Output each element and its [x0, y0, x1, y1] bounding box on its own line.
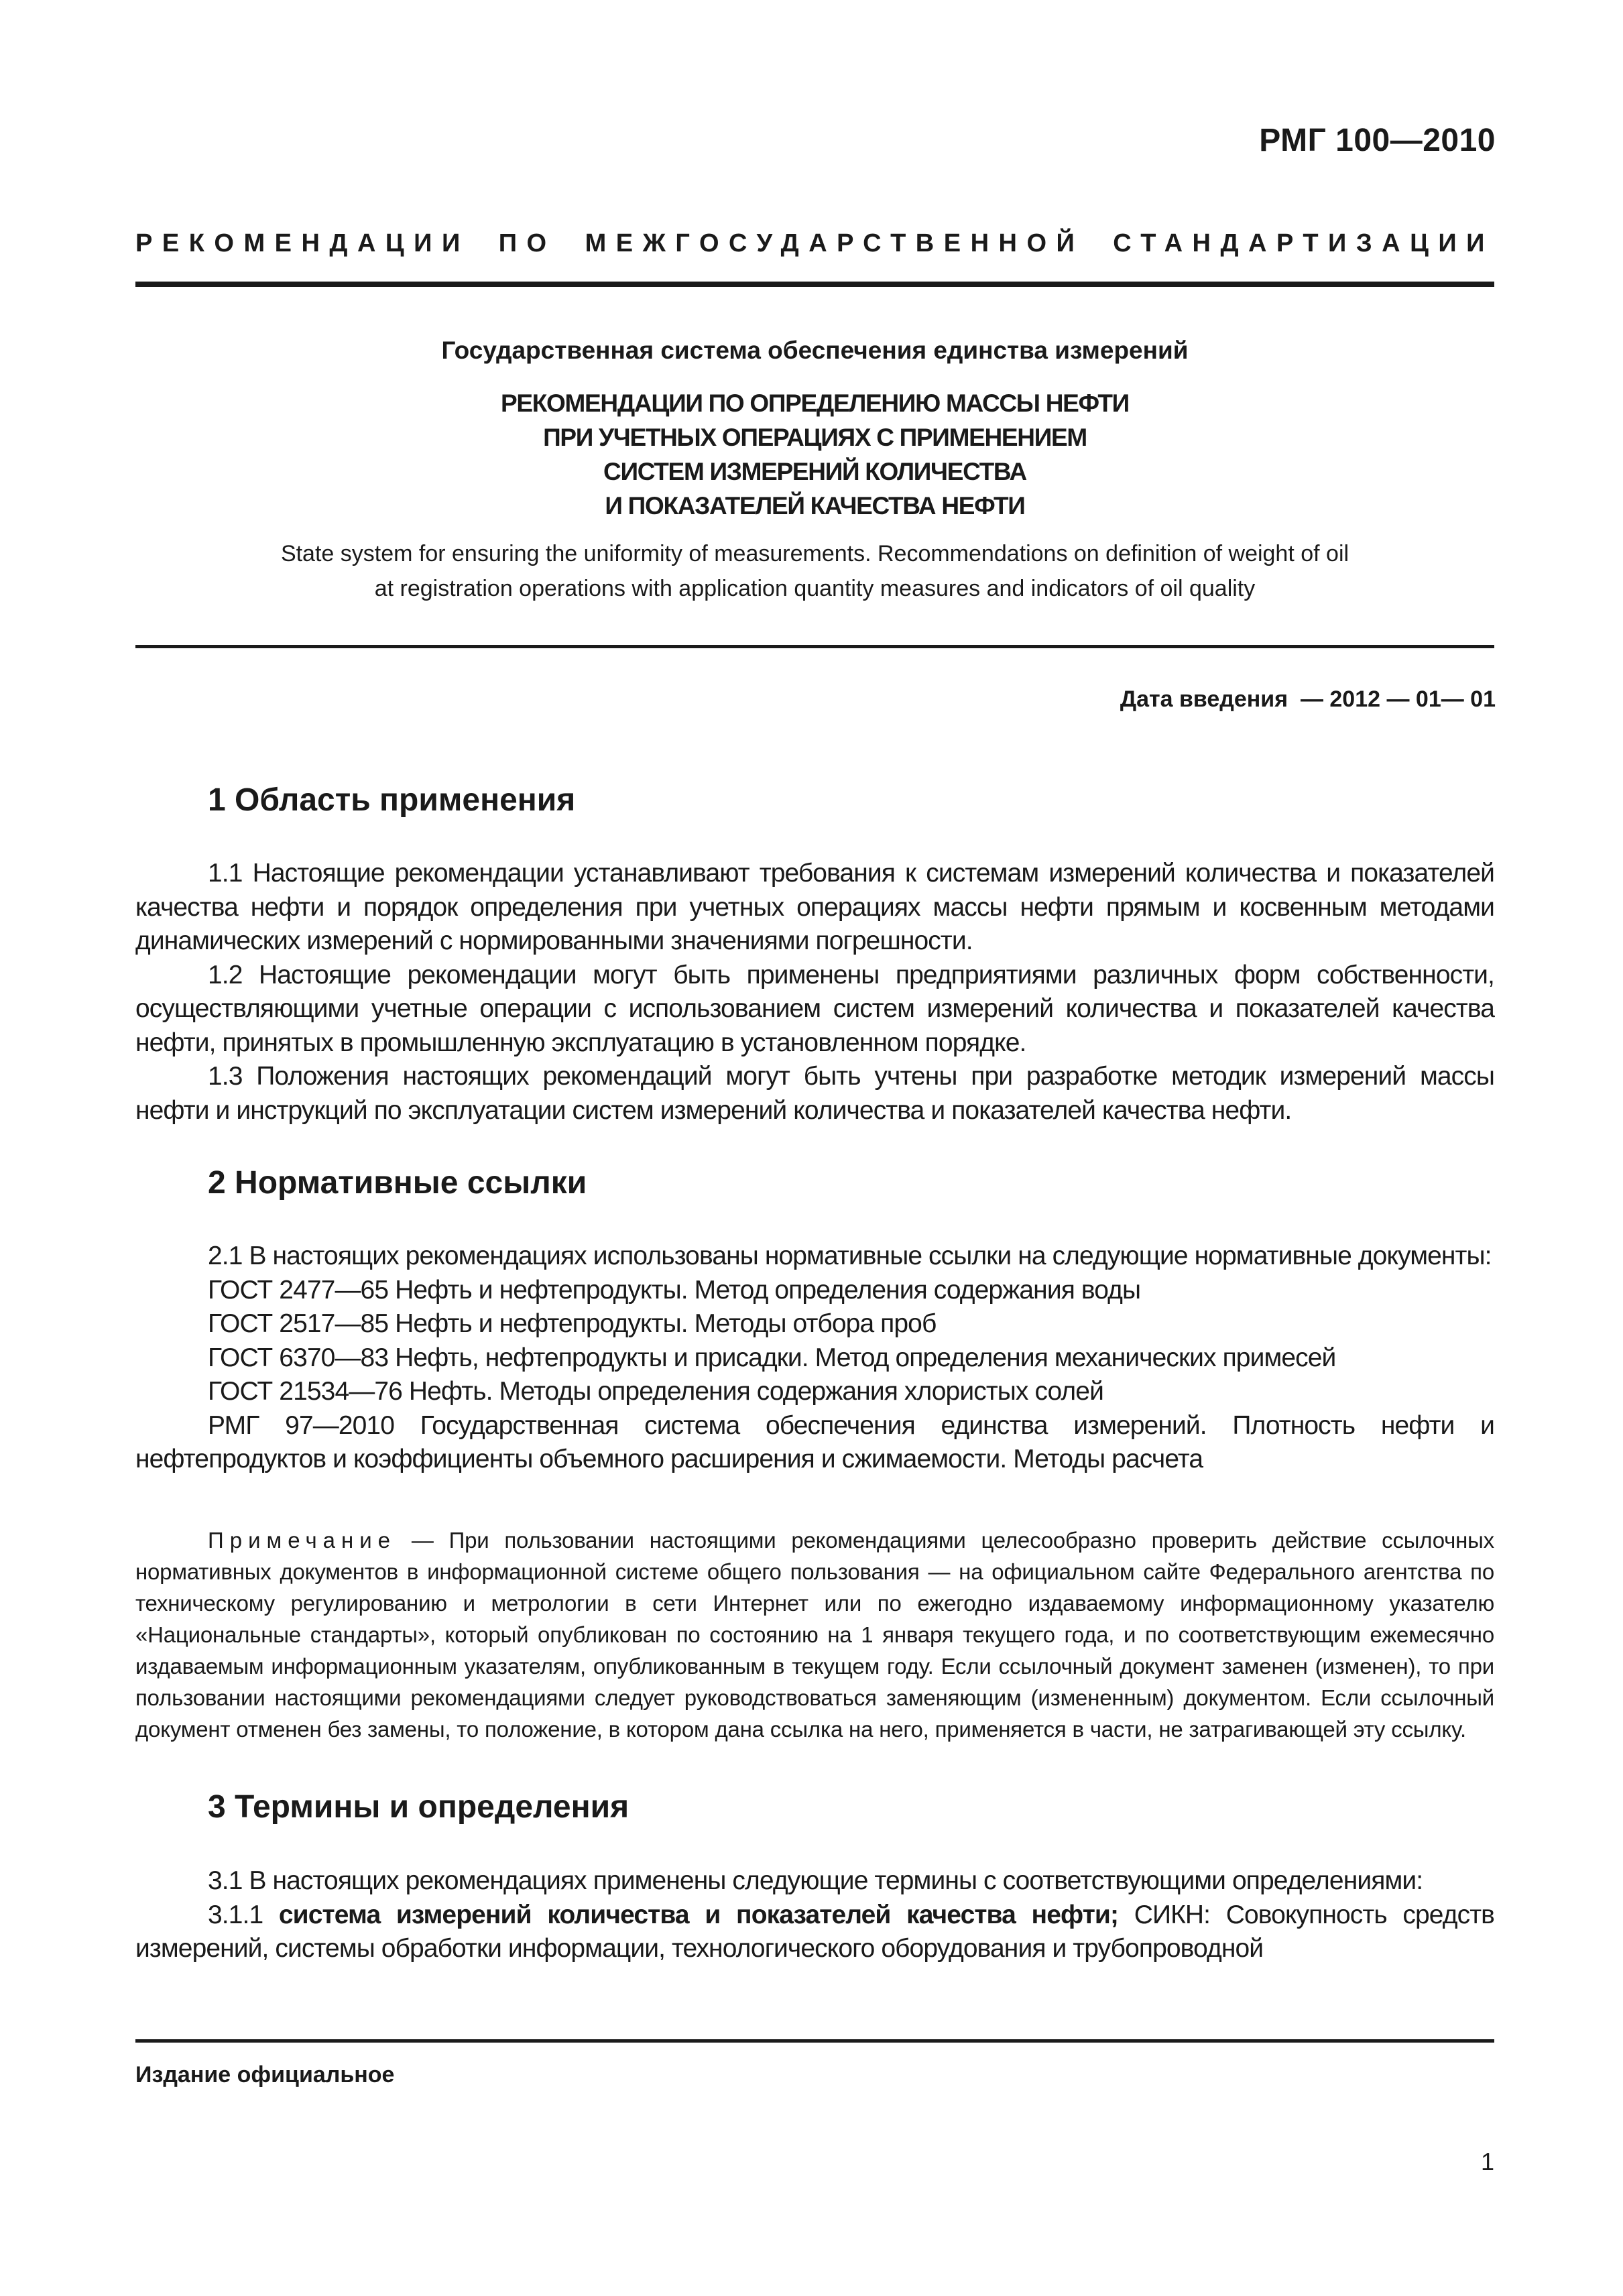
- paragraph: 3.1 В настоящих рекомендациях применены следующие термины с соответствующими определениями:: [208, 1866, 1423, 1895]
- section-body-terms: [135, 1864, 1494, 1966]
- main-title-line: И ПОКАЗАТЕЛЕЙ КАЧЕСТВА НЕФТИ: [605, 492, 1025, 520]
- note: [135, 1524, 1494, 1745]
- header-divider: [135, 282, 1494, 287]
- introduction-date-value: — 2012 — 01— 01: [1300, 686, 1496, 712]
- introduction-date-label: Дата введения: [1120, 686, 1288, 712]
- english-title: [135, 536, 1494, 606]
- main-title: [135, 386, 1494, 523]
- footer-divider: [135, 2039, 1494, 2043]
- series-title: РЕКОМЕНДАЦИИ ПО МЕЖГОСУДАРСТВЕННОЙ СТАНДАРТИЗАЦИИ: [135, 229, 1494, 257]
- note-text: — При пользовании настоящими рекомендациями целесообразно проверить действие ссылочных нормативных документов в информационной системе общего пользования — на официальном сайте Федерального агентства по техническому регулированию и метрологии в сети Интернет или по ежегодно издаваемому информационному указателю «Национальные стандарты», который опубликован по состоянию на 1 января текущего года, и по соответствующим ежемесячно издаваемым информационным указателям, опубликованным в текущем году. Если ссылочный документ заменен (изменен), то при пользовании настоящими рекомендациями следует руководствоваться заменяющим (измененным) документом. Если ссылочный документ отменен без замены, то положение, в котором дана ссылка на него, применяется в части, не затрагивающей эту ссылку.: [135, 1528, 1494, 1742]
- paragraph: 1.1 Настоящие рекомендации устанавливают требования к системам измерений количества и показателей качества нефти и порядок определения при учетных операциях массы нефти прямым и косвенным методами динамических измерений с нормированными значениями погрешности.: [135, 859, 1494, 955]
- reference-item: ГОСТ 6370—83 Нефть, нефтепродукты и присадки. Метод определения механических примесей: [208, 1343, 1336, 1372]
- reference-item: ГОСТ 21534—76 Нефть. Методы определения содержания хлористых солей: [208, 1377, 1103, 1406]
- term-definition: [135, 1898, 1494, 1966]
- page-number: 1: [1480, 2148, 1494, 2175]
- main-title-line: РЕКОМЕНДАЦИИ ПО ОПРЕДЕЛЕНИЮ МАССЫ НЕФТИ: [501, 389, 1129, 417]
- main-title-line: ПРИ УЧЕТНЫХ ОПЕРАЦИЯХ С ПРИМЕНЕНИЕМ: [543, 424, 1087, 451]
- paragraph: 1.3 Положения настоящих рекомендаций могут быть учтены при разработке методик измерений массы нефти и инструкций по эксплуатации систем измерений количества и показателей качества нефти.: [135, 1062, 1494, 1125]
- reference-item: ГОСТ 2477—65 Нефть и нефтепродукты. Метод определения содержания воды: [208, 1275, 1141, 1305]
- term-text: СИКН: Совокупность средств измерений, системы обработки информации, технологического оборудования и трубопроводной: [135, 1900, 1494, 1963]
- title-divider: [135, 645, 1494, 648]
- term-name: система измерений количества и показателей качества нефти;: [278, 1900, 1119, 1929]
- note-label: Примечание: [208, 1528, 397, 1553]
- section-body-references: [135, 1240, 1494, 1477]
- edition-label: Издание официальное: [135, 2062, 395, 2088]
- section-heading-scope: 1 Область применения: [208, 782, 576, 818]
- term-number: 3.1.1: [208, 1900, 279, 1929]
- paragraph: 1.2 Настоящие рекомендации могут быть применены предприятиями различных форм собственности, осуществляющими учетные операции с использованием систем измерений количества и показателей качества нефти, принятых в промышленную эксплуатацию в установленном порядке.: [135, 960, 1494, 1057]
- paragraph: 2.1 В настоящих рекомендациях использованы нормативные ссылки на следующие нормативные документы:: [208, 1242, 1492, 1270]
- english-title-line: at registration operations with application quantity measures and indicators of oil quality: [374, 576, 1256, 601]
- main-title-line: СИСТЕМ ИЗМЕРЕНИЙ КОЛИЧЕСТВА: [603, 458, 1026, 485]
- english-title-line: State system for ensuring the uniformity of measurements. Recommendations on definition of weight of oil: [280, 541, 1349, 566]
- system-title: Государственная система обеспечения единства измерений: [441, 337, 1189, 364]
- reference-item: РМГ 97—2010 Государственная система обеспечения единства измерений. Плотность нефти и нефтепродуктов и коэффициенты объемного расширения и сжимаемости. Методы расчета: [135, 1410, 1494, 1473]
- section-heading-references: 2 Нормативные ссылки: [208, 1165, 587, 1201]
- reference-item: ГОСТ 2517—85 Нефть и нефтепродукты. Методы отбора проб: [208, 1309, 937, 1338]
- introduction-date: [1120, 686, 1496, 713]
- document-code: РМГ 100—2010: [1259, 123, 1496, 158]
- section-heading-terms: 3 Термины и определения: [208, 1789, 629, 1825]
- section-body-scope: [135, 857, 1494, 1128]
